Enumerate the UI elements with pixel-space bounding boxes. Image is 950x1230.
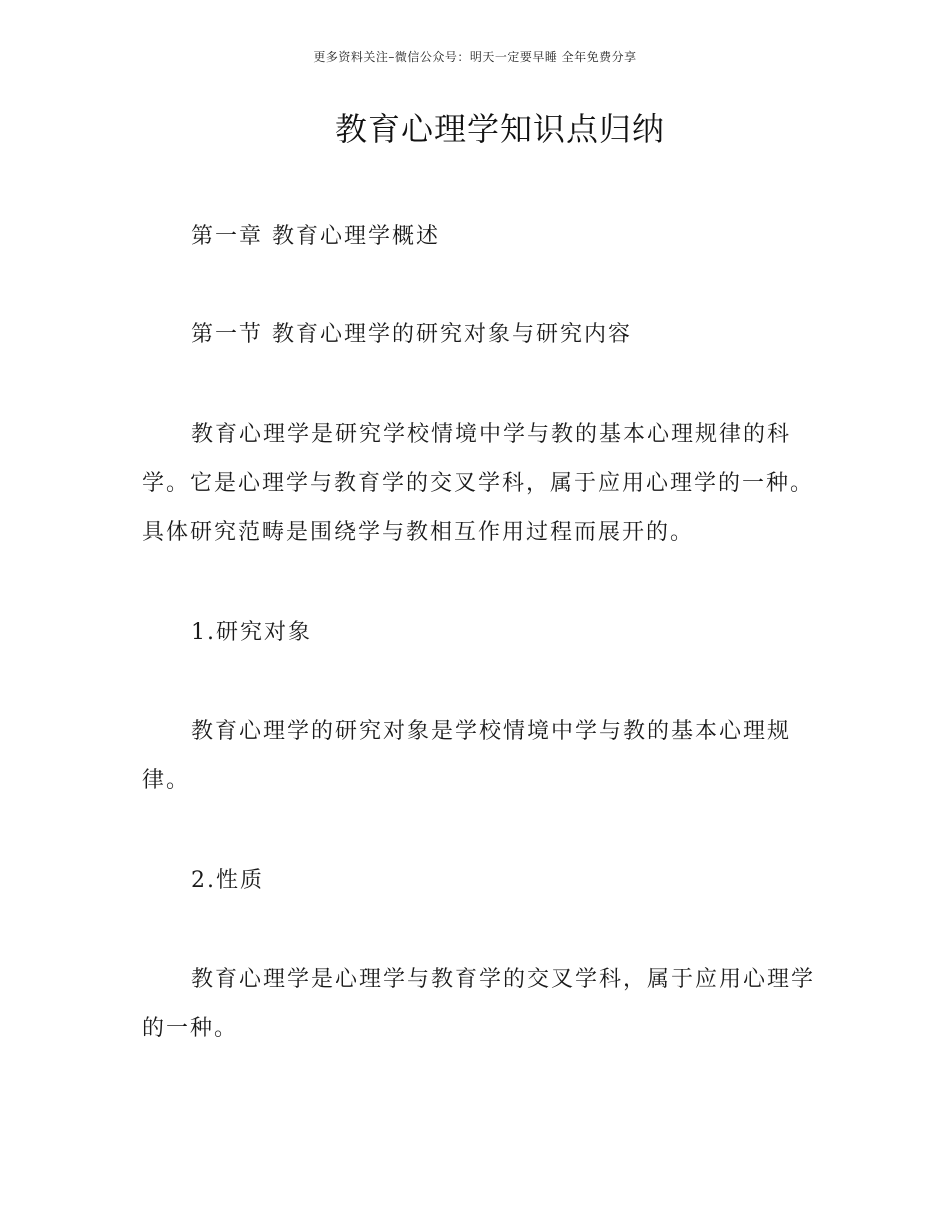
item2-heading: 2.性质 bbox=[191, 868, 264, 893]
intro-paragraph: 教育心理学是研究学校情境中学与教的基本心理规律的科学。它是心理学与教育学的交叉学科，属于应用心理学的一种。具体研究范畴是围绕学与教相互作用过程而展开的。 bbox=[142, 422, 815, 545]
document-title: 教育心理学知识点归纳 bbox=[334, 110, 665, 148]
item1-text: 教育心理学的研究对象是学校情境中学与教的基本心理规律。 bbox=[142, 719, 792, 793]
chapter-heading: 第一章 教育心理学概述 bbox=[191, 224, 440, 249]
section-heading: 第一节 教育心理学的研究对象与研究内容 bbox=[191, 322, 632, 347]
header-note: 更多资料关注–微信公众号：明天一定要早睡 全年免费分享 bbox=[313, 50, 637, 64]
item2-text: 教育心理学是心理学与教育学的交叉学科，属于应用心理学的一种。 bbox=[142, 967, 816, 1041]
item1-heading: 1.研究对象 bbox=[191, 620, 312, 645]
